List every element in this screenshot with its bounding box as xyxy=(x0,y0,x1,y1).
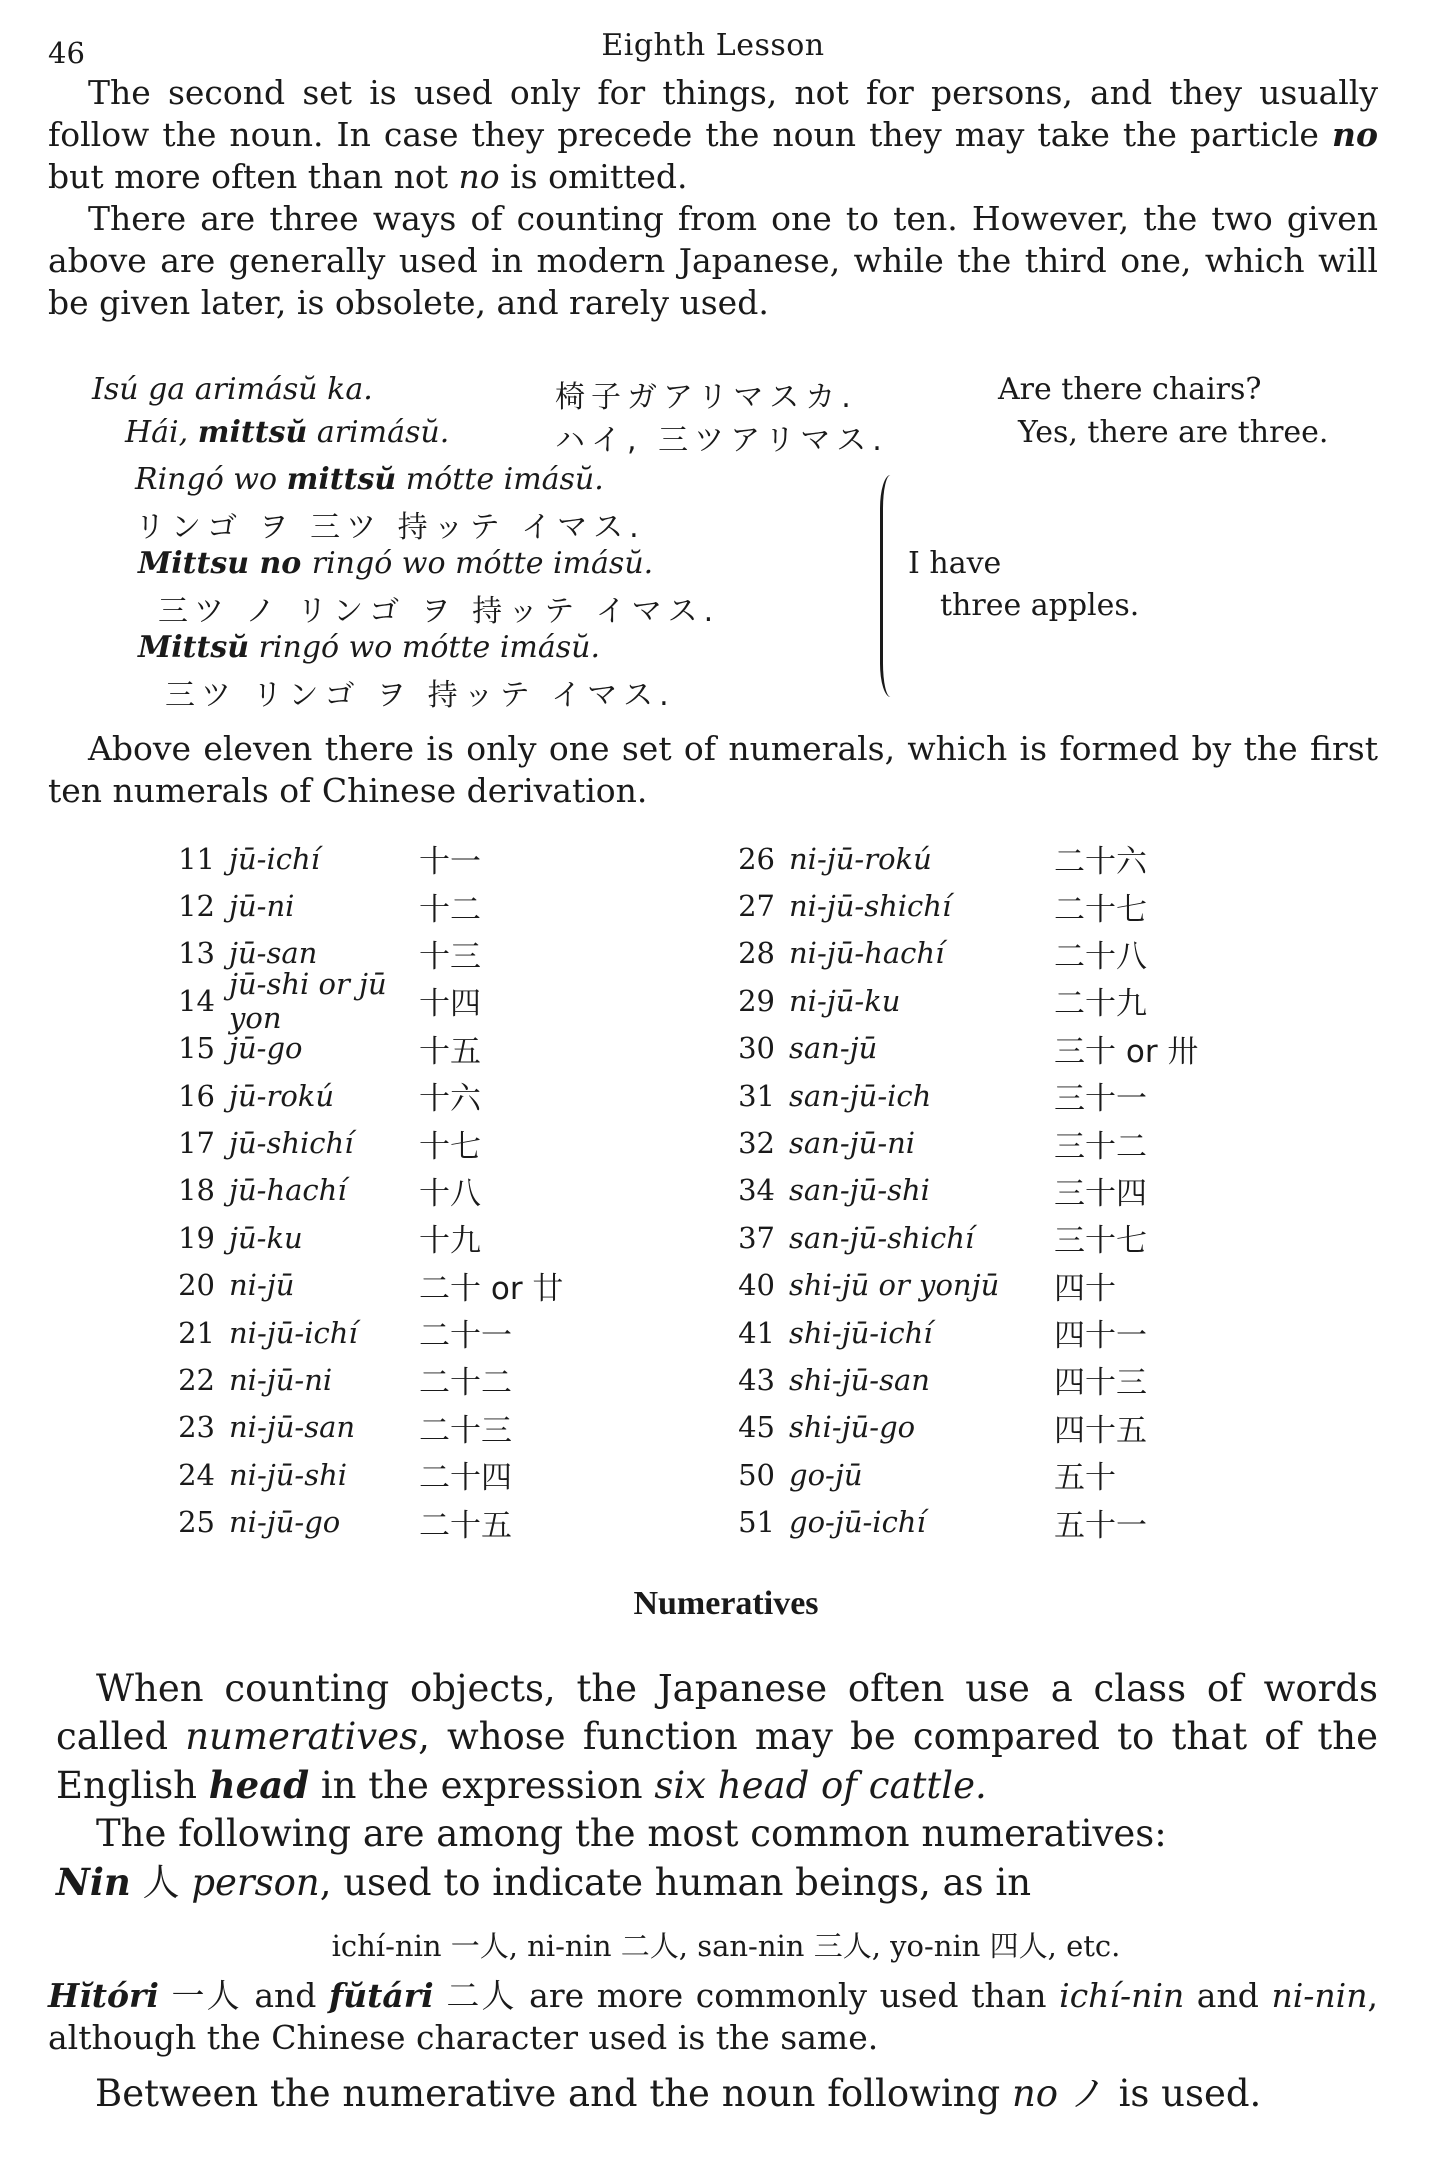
numeral-row xyxy=(700,1025,1198,1072)
numeral-number: 24 xyxy=(178,1457,215,1492)
term-hitori: Hĭtóri xyxy=(48,1976,159,2015)
numeral-row xyxy=(700,882,1198,929)
example-s1-romaji xyxy=(135,462,604,497)
numeral-number: 27 xyxy=(738,889,775,924)
numeral-kanji: 二十一 xyxy=(419,1318,512,1355)
numeral-kanji: 五十一 xyxy=(1054,1507,1147,1544)
numeral-row xyxy=(700,1072,1198,1119)
numeral-row xyxy=(700,1451,1198,1498)
paragraph-text: and xyxy=(1184,1976,1272,2015)
numeral-romaji: san-jū-ni xyxy=(789,1126,916,1161)
numeral-romaji: jū-go xyxy=(229,1031,303,1066)
paragraph-nin xyxy=(56,1858,1378,1907)
numeral-row xyxy=(140,1404,563,1451)
numeral-row xyxy=(140,1356,563,1403)
numeral-row xyxy=(700,1262,1198,1309)
numeral-romaji: shi-jū-san xyxy=(789,1362,930,1397)
kanji-person: 人 xyxy=(130,1861,192,1904)
numeral-kanji: 四十一 xyxy=(1054,1318,1147,1355)
numeral-romaji: shi-jū-go xyxy=(789,1410,916,1445)
numeral-row xyxy=(700,1356,1198,1403)
numeral-romaji: ni-jū xyxy=(229,1268,295,1303)
numeral-kanji: 二十二 xyxy=(419,1365,512,1402)
numeral-kanji: 二十八 xyxy=(1054,938,1147,975)
example-s3-kana: 三ツ リンゴ ヲ 持ッテ イマス. xyxy=(165,678,675,713)
paragraph-above-eleven: Above eleven there is only one set of numerals, which is formed by the first ten numerals of Chinese derivation. xyxy=(48,729,1378,810)
numeral-number: 31 xyxy=(738,1078,775,1113)
numeral-kanji: 二十六 xyxy=(1054,844,1147,881)
term-numeratives: numeratives xyxy=(185,1715,419,1758)
term-futari: fŭtári xyxy=(328,1976,434,2015)
numeral-kanji: 二十五 xyxy=(419,1507,512,1544)
hitori-section xyxy=(48,1975,1378,2059)
example-s1-kana: リンゴ ヲ 三ツ 持ッテ イマス. xyxy=(135,510,645,545)
numeral-romaji: ni-jū-rokú xyxy=(789,841,932,876)
romaji-bold: Mittsŭ xyxy=(138,630,250,665)
brace-note-line1: I have xyxy=(908,546,1002,581)
term-nin: Nin xyxy=(56,1860,131,1904)
numeral-row xyxy=(700,835,1198,882)
numeral-row xyxy=(140,882,563,929)
numeral-row xyxy=(700,1498,1198,1545)
numeral-romaji: san-jū-shi xyxy=(789,1173,930,1208)
numeral-kanji: 四十三 xyxy=(1054,1365,1147,1402)
term-head: head xyxy=(208,1763,310,1807)
numeral-romaji: jū-hachí xyxy=(229,1173,347,1208)
term-person: person xyxy=(191,1861,320,1904)
example-s2-kana: 三ツ ノ リンゴ ヲ 持ッテ イマス. xyxy=(158,594,720,629)
paragraph-between xyxy=(95,2070,1378,2118)
numeral-number: 32 xyxy=(738,1126,775,1161)
page-header xyxy=(48,28,1378,72)
numeral-kanji: 三十七 xyxy=(1054,1223,1147,1260)
numeral-number: 28 xyxy=(738,936,775,971)
example-s3-romaji xyxy=(138,630,600,665)
numeral-kanji: 十二 xyxy=(419,891,481,928)
numeral-kanji: 二十 or 廿 xyxy=(419,1270,564,1307)
paragraph-text: 二人 are more commonly used than xyxy=(433,1976,1060,2015)
numeral-romaji: san-jū-ich xyxy=(789,1078,932,1113)
numeral-romaji: jū-shichí xyxy=(229,1126,354,1161)
romaji-text: mótte imásŭ. xyxy=(396,462,604,497)
paragraph-text: When counting objects, the Japanese often use a class of words called xyxy=(56,1667,1378,1758)
numeral-kanji: 三十一 xyxy=(1054,1081,1147,1118)
numeral-kanji: 十三 xyxy=(419,938,481,975)
numeral-kanji: 四十 xyxy=(1054,1270,1116,1307)
numeral-kanji: 十九 xyxy=(419,1223,481,1260)
example-answer-kana: ハイ, 三ツアリマス. xyxy=(555,423,888,458)
romaji-bold: mittsŭ xyxy=(197,415,308,450)
brace-note-line2: three apples. xyxy=(940,588,1140,623)
paragraph-numeratives-intro xyxy=(56,1665,1378,1810)
paragraph-text: but more often than not xyxy=(48,157,459,196)
romaji-text: arimásŭ. xyxy=(307,415,450,450)
numeral-romaji: jū-ni xyxy=(229,889,295,924)
numeratives-section xyxy=(56,1665,1378,1907)
paragraph-text: , whose function may be compared to that of the English xyxy=(56,1715,1378,1807)
paragraph-three-ways: There are three ways of counting from one to ten. However, the two given above are generally used in modern Japanese, while the third one, which will be given later, is obsolete, and rarely used. xyxy=(48,199,1378,322)
numeral-kanji: 二十三 xyxy=(419,1412,512,1449)
numeral-row xyxy=(700,977,1198,1024)
paragraph-text: is used. xyxy=(1118,2072,1262,2115)
numeral-row xyxy=(140,1072,563,1119)
intro-section xyxy=(48,72,1378,324)
numeral-kanji: 二十四 xyxy=(419,1460,512,1497)
example-answer-english: Yes, there are three. xyxy=(1018,415,1329,450)
numerals-left-table xyxy=(140,835,563,1546)
romaji-text: Hái, xyxy=(125,415,198,450)
numeral-number: 19 xyxy=(178,1220,215,1255)
numeral-number: 30 xyxy=(738,1031,775,1066)
numeral-romaji: shi-jū or yonjū xyxy=(789,1268,1000,1303)
numeral-kanji: 五十 xyxy=(1054,1460,1116,1497)
numeral-row xyxy=(700,1119,1198,1166)
numeral-kanji: 四十五 xyxy=(1054,1412,1147,1449)
term-ni-nin: ni-nin xyxy=(1271,1976,1368,2015)
paragraph-common-numeratives: The following are among the most common numeratives: xyxy=(96,1812,1167,1855)
numeral-romaji: ni-jū-hachí xyxy=(789,936,945,971)
numeral-number: 26 xyxy=(738,841,775,876)
numeral-number: 21 xyxy=(178,1315,215,1350)
numeral-row xyxy=(140,1262,563,1309)
closing-section xyxy=(95,2070,1378,2118)
numeral-row xyxy=(140,1025,563,1072)
paragraph-text: is omitted. xyxy=(499,157,688,196)
numeral-row xyxy=(140,1167,563,1214)
paragraph-text: The second set is used only for things, not for persons, and they usually follow the noun. In case they precede the noun they may take the particle xyxy=(48,73,1378,154)
example-question-romaji: Isú ga arimásŭ ka. xyxy=(92,372,373,407)
paragraph-text: 一人 and xyxy=(158,1976,329,2015)
numeral-number: 12 xyxy=(178,889,215,924)
above-eleven-section xyxy=(48,728,1378,812)
numeral-romaji: go-jū xyxy=(789,1457,863,1492)
numeral-kanji: 三十 or 卅 xyxy=(1054,1033,1199,1070)
example-answer-romaji xyxy=(125,415,449,450)
example-s2-romaji xyxy=(138,546,653,581)
numeral-number: 25 xyxy=(178,1505,215,1540)
section-title-numeratives: Numeratives xyxy=(633,1585,819,1622)
example-question-kana: 椅子ガアリマスカ. xyxy=(555,380,857,415)
term-ichi-nin: ichí-nin xyxy=(1059,1976,1185,2015)
numeral-kanji: 二十九 xyxy=(1054,986,1147,1023)
numeral-romaji: jū-ku xyxy=(229,1220,303,1255)
numeral-kanji: 二十七 xyxy=(1054,891,1147,928)
numeral-romaji: ni-jū-shi xyxy=(229,1457,348,1492)
numeral-number: 37 xyxy=(738,1220,775,1255)
numeral-romaji: ni-jū-san xyxy=(229,1410,356,1445)
numeral-romaji: shi-jū-ichí xyxy=(789,1315,933,1350)
numeral-row xyxy=(700,1404,1198,1451)
numeral-romaji: jū-san xyxy=(229,936,318,971)
numeral-kanji: 十七 xyxy=(419,1128,481,1165)
numeral-row xyxy=(140,1498,563,1545)
numeral-row xyxy=(140,835,563,882)
numeral-number: 14 xyxy=(178,983,215,1018)
numeral-number: 51 xyxy=(738,1505,775,1540)
romaji-bold: no xyxy=(249,546,312,581)
numeral-row xyxy=(700,1309,1198,1356)
numerals-right-table xyxy=(700,835,1198,1546)
numeral-number: 43 xyxy=(738,1362,775,1397)
kana-no: ノ xyxy=(1058,2072,1119,2115)
numeral-number: 50 xyxy=(738,1457,775,1492)
numeral-row xyxy=(700,930,1198,977)
numeral-kanji: 十五 xyxy=(419,1033,481,1070)
numeral-number: 17 xyxy=(178,1126,215,1161)
numeral-number: 41 xyxy=(738,1315,775,1350)
particle-no: no xyxy=(458,157,500,196)
paragraph-text: in the expression xyxy=(309,1764,655,1807)
numeral-number: 34 xyxy=(738,1173,775,1208)
numeral-row xyxy=(140,1214,563,1261)
particle-no: no xyxy=(1011,2072,1059,2115)
numeral-romaji: ni-jū-go xyxy=(229,1505,341,1540)
paragraph-text: , although the Chinese character used is the same. xyxy=(48,1976,1378,2057)
page-number: 46 xyxy=(48,36,85,70)
romaji-text: Ringó wo xyxy=(135,462,287,497)
numeral-kanji: 三十二 xyxy=(1054,1128,1147,1165)
numeral-number: 16 xyxy=(178,1078,215,1113)
nin-examples-line: ichí-nin 一人, ni-nin 二人, san-nin 三人, yo-nin 四人, etc. xyxy=(331,1929,1121,1963)
particle-no: no xyxy=(1331,115,1378,154)
running-head: Eighth Lesson xyxy=(601,28,825,63)
numeral-row xyxy=(140,1451,563,1498)
numeral-romaji: jū-shi or jū yon xyxy=(229,966,387,1035)
numeral-number: 40 xyxy=(738,1268,775,1303)
paragraph-second-set xyxy=(48,72,1378,198)
numeral-kanji: 十四 xyxy=(419,986,481,1023)
numeral-romaji: go-jū-ichí xyxy=(789,1505,926,1540)
numeral-romaji: san-jū-shichí xyxy=(789,1220,975,1255)
numeral-number: 20 xyxy=(178,1268,215,1303)
numeral-romaji: ni-jū-shichí xyxy=(789,889,952,924)
numeral-number: 11 xyxy=(178,841,215,876)
numeral-romaji: ni-jū-ni xyxy=(229,1362,333,1397)
numeral-number: 23 xyxy=(178,1410,215,1445)
romaji-text: ringó wo mótte imásŭ. xyxy=(311,546,654,581)
phrase-six-head: six head of cattle. xyxy=(654,1764,987,1807)
romaji-text: ringó wo mótte imásŭ. xyxy=(249,630,600,665)
numeral-romaji: ni-jū-ichí xyxy=(229,1315,358,1350)
paragraph-text: Between the numerative and the noun following xyxy=(95,2072,1012,2115)
numeral-kanji: 十六 xyxy=(419,1081,481,1118)
numeral-kanji: 三十四 xyxy=(1054,1175,1147,1212)
numeral-number: 22 xyxy=(178,1362,215,1397)
numeral-number: 45 xyxy=(738,1410,775,1445)
romaji-bold: mittsŭ xyxy=(286,462,397,497)
numeral-kanji: 十八 xyxy=(419,1175,481,1212)
numeral-romaji: jū-rokú xyxy=(229,1078,335,1113)
example-question-english: Are there chairs? xyxy=(998,372,1262,407)
numeral-romaji: san-jū xyxy=(789,1031,878,1066)
numeral-number: 18 xyxy=(178,1173,215,1208)
numeral-row xyxy=(700,1167,1198,1214)
numeral-row xyxy=(140,1309,563,1356)
paragraph-hitori xyxy=(48,1975,1378,2059)
numeral-romaji: ni-jū-ku xyxy=(789,983,901,1018)
paragraph-text: , used to indicate human beings, as in xyxy=(319,1861,1032,1904)
brace-bracket xyxy=(880,475,901,697)
numeral-number: 13 xyxy=(178,936,215,971)
numeral-romaji: jū-ichí xyxy=(229,841,320,876)
numeral-kanji: 十一 xyxy=(419,844,481,881)
numeral-row xyxy=(700,1214,1198,1261)
numeral-number: 29 xyxy=(738,983,775,1018)
numeral-row xyxy=(140,966,563,1035)
romaji-bold: Mittsu xyxy=(138,546,250,581)
numeral-number: 15 xyxy=(178,1031,215,1066)
numeral-row xyxy=(140,1119,563,1166)
